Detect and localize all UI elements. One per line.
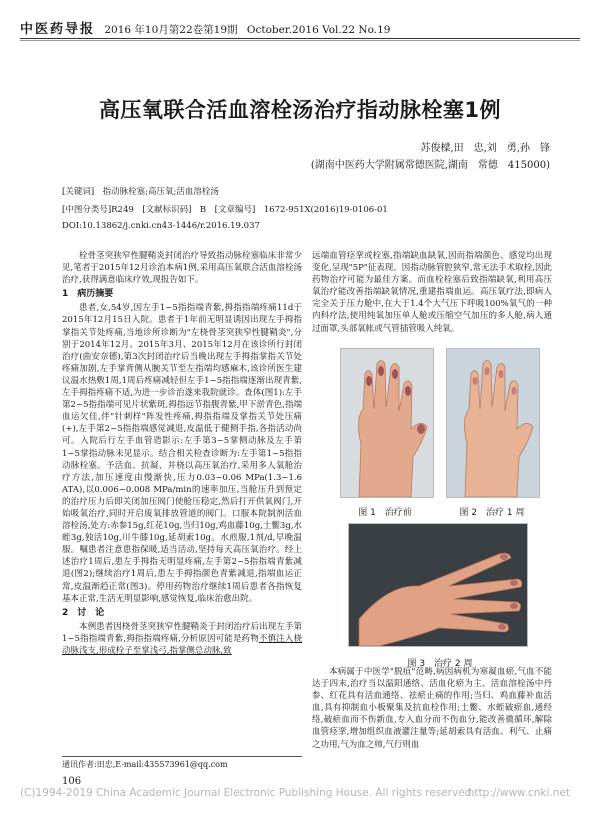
copyright-footer [20,787,580,799]
section-heading-case: 1 病历摘要 [62,289,114,300]
figure-1-photo [340,348,434,498]
figure-1-caption: 图 1 治疗前 [358,508,412,518]
cnki-link[interactable]: http://www.cnki.net [467,787,570,799]
hand-photo-2 [447,349,539,497]
article-title: 高压氧联合活血溶栓汤治疗指动脉栓塞1例 [98,98,502,122]
header-rule [20,38,580,39]
case-paragraph: 患者,女,54岁,因左手1~5指指端青紫,拇指指端疼痛11d于2015年12月15日入院。患者于1年前无明显诱因出现左手拇指掌指关节处疼痛,当地诊所诊断为"左桡骨茎突狭窄性腱鞘炎",分别于2014年12月、2015年3月、2015年12月在该诊所行封闭治疗(曲安奈德),第3次封闭治疗后当晚出现左手拇指掌指关节处疼痛加剧,左手掌背侧从腕关节至左指端均感麻木,该诊所医生建议温水热敷1周,1周后疼痛减轻但左手1~5指指端逐渐出现青紫,左手拇指疼痛不适,为进一步诊治遂来我院就诊。查体(图1):左手第2~5指指端可见片状紫斑,拇指远节指腹青紫,甲下淤青色,指端血运欠佳,伴"针刺样"阵发性疼痛,拇指指端及掌指关节处压痛(+),左手第2~5指指端感觉减退,皮温低于健侧手指,各指活动尚可。入院后行左手血管造影示:左手第3~5掌侧动脉及左手第1~5掌指动脉未见显示。结合相关检查诊断为:左手第1~5指指动脉栓塞。予活血、抗凝、并桡以高压氧治疗,采用多人氧舱治疗方法,加压速度由慢渐快,压力0.03~0.06 MPa(1.3~1.6 ATA),以0.006~0.008 MPa/min的速率加压,当舱压升到预定的治疗压力后即关闭加压阀门使舱压稳定,然后打开供氧阀门,开始吸氧治疗,同时开启废氧排放管道的阀门。口服本院制剂活血溶栓汤,处方:赤参15g,红花10g,当归10g,鸡血藤10g,土鳖3g,水蛭3g,独活10g,川牛膝10g,延胡索10g。水煎服,1剂/d,早晚温服。嘱患者注意患指保暖,适当活动,坚持每天高压氧治疗。经上述治疗1周后,患左手拇指无明显疼痛,左手第2~5指指端青紫减退(图2);继续治疗1周后,患左手拇指颜色青紫减退,指端血运正常,皮温渐趋正常(图3)。停用药物治疗继续1周后患者各指恢复基本正常,生活无明显影响,感觉恢复,临床治愈出院。 [62,303,302,604]
right-bottom-paragraph: 本病属于中医学"脱疽"范畴,病因病机为寒凝血瘀,气血不能达于四末,治疗当以温阳通络、活血化瘀为主。活血溶栓汤中丹参、红花具有活血通络、祛瘀止痛的作用;当归、鸡血藤补血活血,具有抑制血小板聚集及抗血栓作用;土鳖、水蛭破瘀血,通经络,破瘀血而不伤新血,专入血分而不伤血分,能改善微循环,解除血管痉挛,增加组织血液灌注量等;延胡索具有活血、利气、止痛之功用,气为血之帅,气行则血 [312,667,552,750]
discussion-underlined: 不慎注入桡动脉浅支,形成栓子至掌浅弓,指掌侧总动脉,致 [62,633,302,656]
journal-name: 中医药导报 [20,22,96,37]
hand-photo-3 [349,524,527,646]
journal-header [20,18,580,36]
affiliation: (湖南中医药大学附属常德医院,湖南 常德 415000) [310,160,550,171]
copyright-text: (C)1994-2019 China Academic Journal Electronic Publishing House. All rights reserved. [20,787,475,799]
figure-3-caption: 图 3 治疗 2 周 [407,659,473,669]
figure-2-photo [446,348,540,498]
right-top-paragraph: 远端血管痉挛或栓塞,指端缺血缺氧,因而指端颜色、感觉均出现变化,呈现"5P"征表现。因指动脉管腔狭窄,常无法手术取栓,因此药物治疗可能为最佳方案。而血栓栓塞后致指端缺氧,利用高压氧治疗能改善指端缺氧情况,重建指端血运。高压氧疗法,即病人完全关于压力舱中,在大于1.4个大气压下呼吸100%氧气的一种内科疗法,使用纯氧加压单人舱或压缩空气加压的多人舱,病人通过面罩,头部氧帐或气管插管吸入纯氧。 [312,251,552,334]
intro-paragraph: 栓骨茎突狭窄性腱鞘炎封闭治疗导致指动脉栓塞临床非常少见,笔者于2015年12月诊治本病1例,采用高压氧联合活血溶栓汤治疗,获得满意临床疗效,现报告如下。 [62,251,302,286]
classification: [中图分类号]R249 [文献标识码] B [文章编号] 1672-951X(2016)19-0106-01 [62,205,388,215]
discussion-paragraph [62,621,302,657]
right-column-top [312,250,552,338]
issue-en: October.2016 Vol.22 No.19 [246,24,391,36]
page-number: 106 [62,776,82,787]
issue-cn: 2016 年10月第22卷第19期 [104,24,238,36]
header-rule-thin [20,40,580,41]
section-heading-discussion: 2 讨 论 [62,607,105,618]
figure-3-photo [348,523,528,647]
right-column-bottom [312,666,552,766]
left-column [62,250,302,730]
footnote: 通讯作者:田忠,E-mail:435573961@qq.com [62,756,302,770]
keywords: [关键词] 指动脉栓塞;高压氧;活血溶栓汤 [62,187,219,197]
doi: DOI:10.13862/j.cnki.cn43-1446/r.2016.19.037 [62,221,260,231]
authors: 苏俊樑,田 忠,刘 勇,孙 锋 [420,143,550,154]
hand-photo-1 [341,349,433,497]
figure-2-caption: 图 2 治疗 1 周 [459,508,525,518]
discussion-text: 本例患者因桡骨茎突狭窄性腱鞘炎于封闭治疗后出现左手第1~5指指端青紫,拇指指端疼痛,分析原因可能是药物 [62,621,302,644]
